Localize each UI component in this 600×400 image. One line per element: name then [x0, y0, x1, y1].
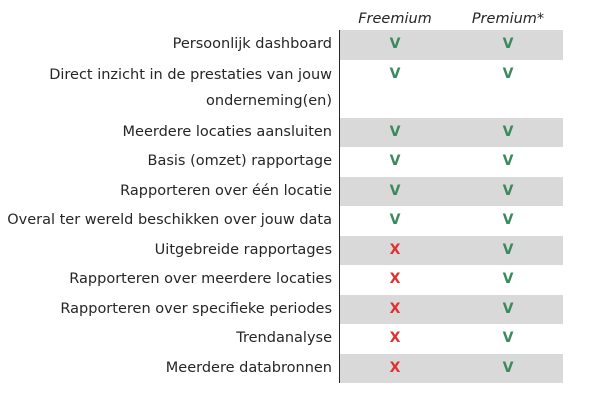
- check-mark-premium: V: [502, 359, 514, 376]
- feature-label: Persoonlijk dashboard: [172, 36, 332, 52]
- check-mark-premium: V: [502, 300, 514, 317]
- check-mark-freemium: V: [389, 65, 401, 82]
- column-header-freemium: Freemium: [358, 11, 432, 27]
- table-row: [0, 295, 563, 325]
- check-mark-premium: V: [502, 212, 514, 228]
- table-row: [0, 206, 563, 236]
- check-mark-premium: V: [502, 123, 514, 140]
- cross-mark-freemium: X: [389, 330, 401, 346]
- table-row: [0, 236, 563, 266]
- feature-label: [0, 62, 332, 114]
- cross-mark-freemium: X: [389, 300, 401, 317]
- feature-label: Rapporteren over meerdere locaties: [69, 271, 332, 287]
- table-header: [0, 8, 563, 30]
- feature-label: Meerdere locaties aansluiten: [122, 123, 332, 140]
- check-mark-freemium: V: [389, 36, 401, 52]
- check-mark-premium: V: [502, 36, 514, 52]
- feature-label: Overal ter wereld beschikken over jouw data: [7, 212, 332, 228]
- column-header-premium: Premium*: [471, 11, 545, 27]
- feature-comparison-table: [0, 8, 563, 383]
- check-mark-premium: V: [502, 241, 514, 258]
- table-row: [0, 324, 563, 354]
- cross-mark-freemium: X: [389, 359, 401, 376]
- check-mark-premium: V: [502, 153, 514, 169]
- cross-mark-freemium: X: [389, 271, 401, 287]
- table-row: [0, 265, 563, 295]
- check-mark-premium: V: [502, 271, 514, 287]
- table-row: [0, 60, 563, 118]
- feature-label: Meerdere databronnen: [165, 359, 332, 376]
- feature-label-line: onderneming(en): [206, 92, 332, 109]
- feature-label: Trendanalyse: [236, 330, 332, 346]
- check-mark-freemium: V: [389, 212, 401, 228]
- cross-mark-freemium: X: [389, 241, 401, 258]
- check-mark-freemium: V: [389, 182, 401, 199]
- table-row: [0, 118, 563, 148]
- table-row: [0, 30, 563, 60]
- check-mark-premium: V: [502, 65, 514, 82]
- check-mark-premium: V: [502, 330, 514, 346]
- table-body: [0, 30, 563, 383]
- feature-label: Rapporteren over één locatie: [120, 182, 332, 199]
- check-mark-freemium: V: [389, 123, 401, 140]
- table-row: [0, 147, 563, 177]
- feature-label: Rapporteren over specifieke periodes: [60, 300, 332, 317]
- check-mark-freemium: V: [389, 153, 401, 169]
- feature-label-line: Direct inzicht in de prestaties van jouw: [49, 66, 332, 83]
- feature-label: Basis (omzet) rapportage: [147, 153, 332, 169]
- table-row: [0, 177, 563, 207]
- table-row: [0, 354, 563, 384]
- feature-label: Uitgebreide rapportages: [154, 241, 332, 258]
- check-mark-premium: V: [502, 182, 514, 199]
